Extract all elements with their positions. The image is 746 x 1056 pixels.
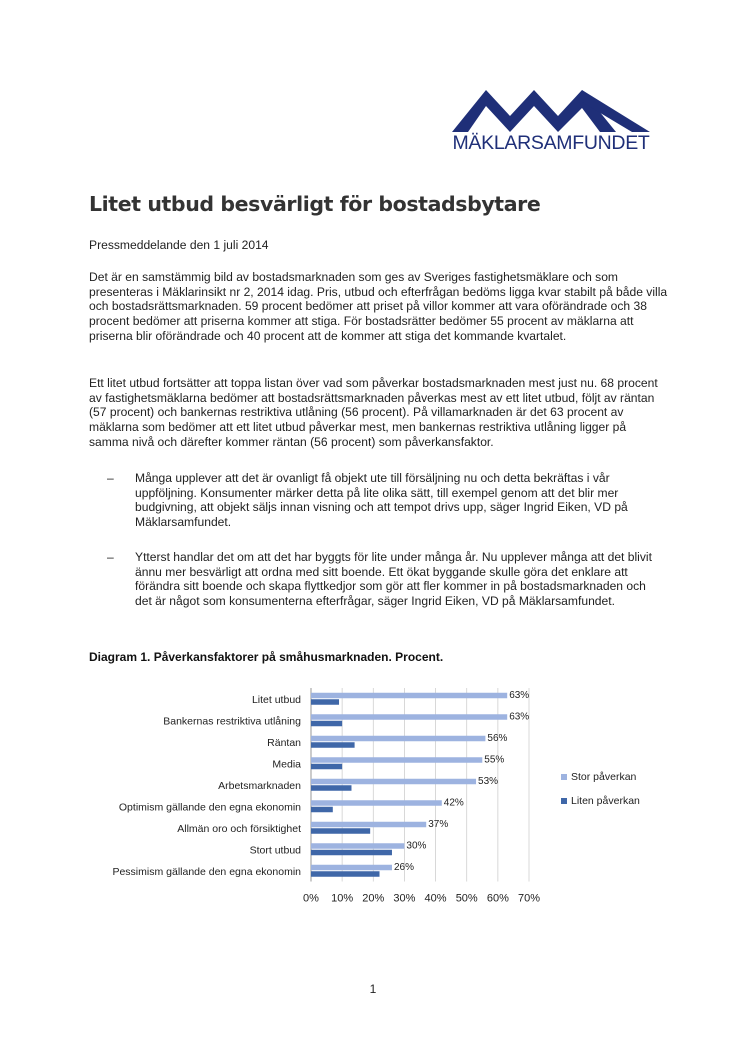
data-label: 55% xyxy=(484,754,505,766)
category-label: Bankernas restriktiva utlåning xyxy=(163,715,301,728)
category-label: Stort utbud xyxy=(249,844,301,857)
bar-stor-paverkan xyxy=(311,800,442,806)
legend-swatch xyxy=(561,798,567,804)
bar-liten-paverkan xyxy=(311,699,339,705)
legend-label: Stor påverkan xyxy=(571,771,637,783)
bar-liten-paverkan xyxy=(311,764,342,770)
page-number: 1 xyxy=(369,982,377,996)
quote-dash: – xyxy=(107,550,114,564)
dateline: Pressmeddelande den 1 juli 2014 xyxy=(89,238,269,252)
category-label: Räntan xyxy=(267,736,301,749)
bar-stor-paverkan xyxy=(311,757,482,763)
quote-dash: – xyxy=(107,471,114,485)
x-tick-label: 0% xyxy=(303,892,319,905)
chart-title: Diagram 1. Påverkansfaktorer på småhusmarknaden. Procent. xyxy=(89,650,444,664)
bar-chart xyxy=(89,680,669,910)
category-label: Arbetsmarknaden xyxy=(218,779,301,792)
bar-stor-paverkan xyxy=(311,822,426,828)
x-tick-label: 20% xyxy=(362,892,385,905)
logo xyxy=(440,84,660,154)
page-title: Litet utbud besvärligt för bostadsbytare xyxy=(89,192,541,216)
bar-stor-paverkan xyxy=(311,865,392,871)
paragraph-1: Det är en samstämmig bild av bostadsmarknaden som ges av Sveriges fastighetsmäklare och som presenteras i Mäklarinsikt nr 2, 2014 idag. Pris, utbud och efterfrågan bedöms ligga kvar stabilt på både villa och bostadsrättsmarknaden. 59 procent bedömer att priset på villor kommer att vara oförändrade och 38 procent bedömer att priserna kommer att stiga. För bostadsrätter bedömer 55 procent av mäklarna att priserna blir oförändrade och 40 procent att de kommer att stiga det kommande kvartalet. xyxy=(89,270,668,343)
x-tick-label: 50% xyxy=(455,892,478,905)
data-label: 63% xyxy=(509,689,530,701)
quote-text: Ytterst handlar det om att det har byggts för lite under många år. Nu upplever många att det blivit ännu mer besvärligt att ordna med sitt boende. Ett ökat byggande skulle göra det enklare att förändra sitt boende och skapa flyttkedjor som gör att fler kommer in på bostadsmarknaden och det är något som konsumenterna efterfrågar, säger Ingrid Eiken, VD på Mäklarsamfundet. xyxy=(135,550,652,609)
data-label: 53% xyxy=(478,775,499,787)
data-label: 30% xyxy=(406,840,427,852)
bar-stor-paverkan xyxy=(311,779,476,785)
category-label: Allmän oro och försiktighet xyxy=(177,822,301,835)
bar-liten-paverkan xyxy=(311,785,351,791)
logo-mark xyxy=(452,84,650,132)
bar-liten-paverkan xyxy=(311,850,392,856)
bar-stor-paverkan xyxy=(311,714,507,720)
quote-text: Många upplever att det är ovanligt få objekt ute till försäljning nu och detta bekräftas i vår uppföljning. Konsumenter märker detta på lite olika sätt, till exempel genom att det blir mer budgivning, att objekt säljs innan visning och att tempot drivs upp, säger Ingrid Eiken, VD på Mäklarsamfundet. xyxy=(135,471,628,530)
bar-liten-paverkan xyxy=(311,742,355,748)
bar-liten-paverkan xyxy=(311,807,333,813)
category-label: Optimism gällande den egna ekonomin xyxy=(118,801,301,814)
bar-liten-paverkan xyxy=(311,871,380,877)
category-label: Litet utbud xyxy=(251,693,301,706)
bar-liten-paverkan xyxy=(311,828,370,834)
category-label: Pessimism gällande den egna ekonomin xyxy=(112,865,301,878)
bar-stor-paverkan xyxy=(311,843,404,849)
bar-liten-paverkan xyxy=(311,721,342,727)
x-tick-label: 10% xyxy=(331,892,354,905)
data-label: 56% xyxy=(487,732,508,744)
x-tick-label: 60% xyxy=(486,892,509,905)
bar-stor-paverkan xyxy=(311,736,485,742)
paragraph-2: Ett litet utbud fortsätter att toppa listan över vad som påverkar bostadsmarknaden mest just nu. 68 procent av fastighetsmäklarna bedömer att bostadsrättsmarknaden påverkas mest av ett litet utbud, följt av räntan (57 procent) och bankernas restriktiva utlåning (56 procent). På villamarknaden är det 63 procent av mäklarna som bedömer att ett litet utbud påverkar mest, men bankernas restriktiva utlåning ligger på samma nivå och därefter kommer räntan (56 procent) som påverkansfaktor. xyxy=(89,376,658,449)
logo-text: MÄKLARSAMFUNDET xyxy=(452,132,650,154)
legend-label: Liten påverkan xyxy=(571,795,640,807)
x-tick-label: 40% xyxy=(424,892,447,905)
legend-swatch xyxy=(561,774,567,780)
data-label: 42% xyxy=(443,797,464,809)
category-label: Media xyxy=(272,758,301,771)
data-label: 26% xyxy=(393,861,414,873)
bar-stor-paverkan xyxy=(311,693,507,699)
data-label: 37% xyxy=(428,818,449,830)
x-tick-label: 30% xyxy=(393,892,416,905)
data-label: 63% xyxy=(509,711,530,723)
x-tick-label: 70% xyxy=(517,892,541,905)
